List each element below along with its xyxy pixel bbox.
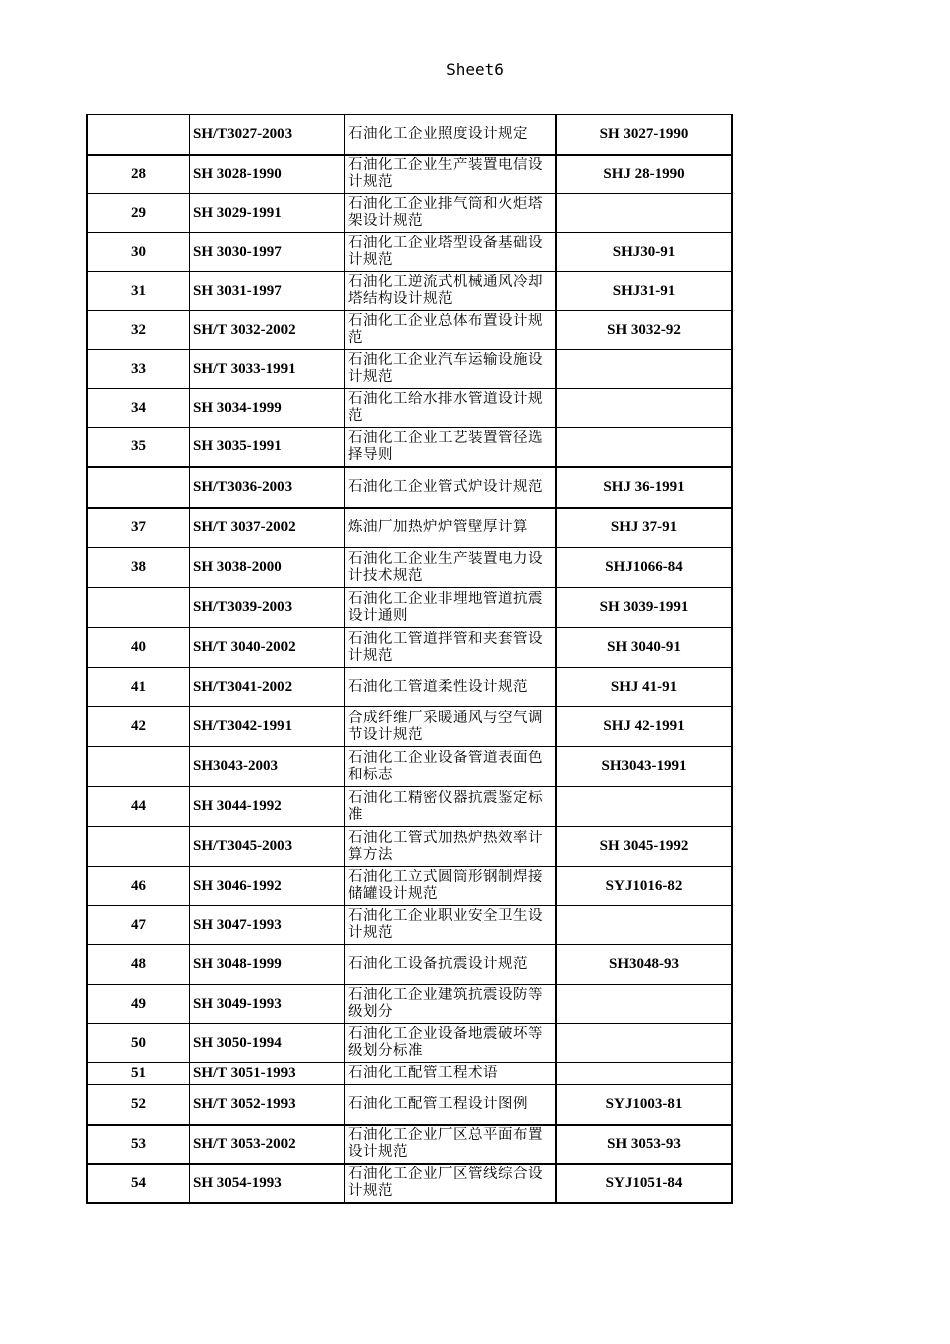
- replaced-standard-code-cell: [556, 311, 732, 350]
- standard-name: 石油化工企业汽车运输设施设计规范: [348, 352, 543, 385]
- row-number-cell: [87, 548, 190, 588]
- standard-name-cell: [345, 350, 557, 389]
- replaced-standard-code: SHJ1066-84: [605, 559, 683, 575]
- replaced-standard-code: SH 3045-1992: [599, 838, 689, 854]
- standard-code-cell: [190, 428, 345, 467]
- row-number: 44: [131, 798, 146, 814]
- replaced-standard-code-cell: [556, 747, 732, 787]
- standard-name: 石油化工企业设备管道表面色和标志: [348, 749, 543, 783]
- standard-code-cell: [190, 668, 345, 707]
- row-number: 33: [131, 360, 146, 377]
- standard-code-cell: [190, 707, 345, 747]
- standard-name: 合成纤维厂采暖通风与空气调节设计规范: [348, 709, 543, 743]
- row-number: 28: [131, 165, 146, 182]
- standard-code-cell: [190, 389, 345, 428]
- table-row: [87, 548, 732, 588]
- standard-code-cell: [190, 548, 345, 588]
- row-number: 50: [131, 1034, 146, 1051]
- replaced-standard-code: SH 3039-1991: [599, 599, 689, 615]
- table-row: [87, 311, 732, 350]
- standard-code-cell: [190, 787, 345, 827]
- replaced-standard-code-cell: [556, 945, 732, 985]
- table-row: [87, 194, 732, 233]
- standard-name-cell: [345, 1164, 557, 1203]
- standard-name: 石油化工企业排气筒和火炬塔架设计规范: [348, 196, 543, 229]
- replaced-standard-code-cell: [556, 467, 732, 508]
- standard-name-cell: [345, 787, 557, 827]
- standard-code: SH 3044-1992: [193, 798, 282, 814]
- replaced-standard-code: SH 3040-91: [607, 639, 681, 655]
- row-number: 35: [131, 438, 146, 455]
- standard-name-cell: [345, 707, 557, 747]
- standard-name-cell: [345, 1024, 557, 1063]
- replaced-standard-code-cell: [556, 1164, 732, 1203]
- table-row: [87, 787, 732, 827]
- standard-name-cell: [345, 115, 557, 155]
- row-number-cell: [87, 1024, 190, 1063]
- standard-code: SH/T 3037-2002: [193, 519, 296, 536]
- row-number: 37: [131, 519, 146, 536]
- replaced-standard-code-cell: [556, 1063, 732, 1085]
- replaced-standard-code: SHJ 41-91: [610, 678, 678, 695]
- standard-name-cell: [345, 906, 557, 945]
- standard-name: 石油化工企业工艺装置管径选择导则: [348, 429, 543, 463]
- standard-code-cell: [190, 1063, 345, 1085]
- table-row: [87, 115, 732, 155]
- standard-name: 石油化工企业设备地震破坏等级划分标准: [348, 1026, 543, 1059]
- row-number-cell: [87, 194, 190, 233]
- row-number-cell: [87, 668, 190, 707]
- standard-name-cell: [345, 1125, 557, 1164]
- standard-code: SH/T 3052-1993: [193, 1095, 296, 1112]
- standard-code: SH/T3036-2003: [193, 478, 293, 495]
- table-row: [87, 985, 732, 1024]
- standard-name-cell: [345, 428, 557, 467]
- row-number-cell: [87, 906, 190, 945]
- replaced-standard-code-cell: [556, 508, 732, 548]
- standard-code-cell: [190, 906, 345, 945]
- row-number: 53: [131, 1135, 146, 1152]
- replaced-standard-code-cell: [556, 428, 732, 467]
- table-row: [87, 945, 732, 985]
- replaced-standard-code-cell: [556, 1085, 732, 1125]
- row-number: 30: [131, 243, 146, 260]
- standards-table-body: [87, 115, 732, 1203]
- standard-name-cell: [345, 827, 557, 867]
- standard-code: SH/T3041-2002: [193, 678, 293, 695]
- standard-name: 石油化工企业职业安全卫生设计规范: [348, 908, 543, 941]
- standard-code-cell: [190, 155, 345, 194]
- standard-code-cell: [190, 1024, 345, 1063]
- row-number-cell: [87, 508, 190, 548]
- row-number: 32: [131, 321, 146, 338]
- standard-name: 石油化工给水排水管道设计规范: [348, 391, 543, 424]
- row-number-cell: [87, 155, 190, 194]
- replaced-standard-code-cell: [556, 867, 732, 906]
- table-row: [87, 588, 732, 628]
- standard-code-cell: [190, 1164, 345, 1203]
- row-number-cell: [87, 1085, 190, 1125]
- table-row: [87, 906, 732, 945]
- row-number: 51: [131, 1065, 146, 1081]
- standard-code: SH/T3045-2003: [193, 838, 293, 854]
- row-number-cell: [87, 115, 190, 155]
- standard-code-cell: [190, 194, 345, 233]
- table-row: [87, 628, 732, 668]
- standard-name: 石油化工配管工程设计图例: [348, 1095, 528, 1112]
- row-number: 47: [131, 916, 146, 933]
- table-row: [87, 428, 732, 467]
- standard-name: 石油化工管道柔性设计规范: [348, 678, 528, 695]
- replaced-standard-code: SH3043-1991: [601, 758, 687, 774]
- standard-name: 石油化工逆流式机械通风冷却塔结构设计规范: [348, 274, 543, 307]
- replaced-standard-code: SH 3053-93: [607, 1135, 681, 1152]
- row-number: 40: [131, 639, 146, 655]
- row-number: 52: [131, 1095, 146, 1112]
- table-row: [87, 867, 732, 906]
- row-number: 31: [131, 282, 146, 299]
- row-number: 34: [131, 399, 146, 416]
- row-number-cell: [87, 787, 190, 827]
- standard-name-cell: [345, 389, 557, 428]
- replaced-standard-code-cell: [556, 787, 732, 827]
- table-row: [87, 1024, 732, 1063]
- standard-name: 石油化工企业总体布置设计规范: [348, 313, 543, 346]
- standard-code-cell: [190, 588, 345, 628]
- standard-name-cell: [345, 467, 557, 508]
- row-number-cell: [87, 588, 190, 628]
- row-number-cell: [87, 827, 190, 867]
- sheet-title: Sheet6: [446, 60, 504, 79]
- replaced-standard-code: SHJ 42-1991: [603, 718, 685, 734]
- standard-code: SH/T 3040-2002: [193, 639, 296, 655]
- standard-code: SH/T 3033-1991: [193, 360, 296, 377]
- standards-table: [86, 114, 733, 1204]
- replaced-standard-code-cell: [556, 1125, 732, 1164]
- replaced-standard-code-cell: [556, 985, 732, 1024]
- replaced-standard-code-cell: [556, 668, 732, 707]
- standard-name: 石油化工企业建筑抗震设防等级划分: [348, 987, 543, 1020]
- row-number-cell: [87, 272, 190, 311]
- standard-code: SH 3034-1999: [193, 399, 282, 416]
- standard-code-cell: [190, 350, 345, 389]
- table-row: [87, 1063, 732, 1085]
- standard-code: SH 3035-1991: [193, 438, 282, 455]
- standard-code: SH 3049-1993: [193, 995, 282, 1012]
- standard-name-cell: [345, 548, 557, 588]
- standard-name: 石油化工管道拌管和夹套管设计规范: [348, 630, 543, 664]
- replaced-standard-code-cell: [556, 194, 732, 233]
- standard-code: SH 3029-1991: [193, 204, 282, 221]
- replaced-standard-code: SHJ31-91: [612, 282, 676, 299]
- table-row: [87, 1085, 732, 1125]
- row-number-cell: [87, 428, 190, 467]
- standard-name: 石油化工管式加热炉热效率计算方法: [348, 829, 543, 863]
- table-row: [87, 747, 732, 787]
- standard-code-cell: [190, 467, 345, 508]
- standard-code-cell: [190, 1125, 345, 1164]
- replaced-standard-code-cell: [556, 707, 732, 747]
- replaced-standard-code: SYJ1016-82: [605, 877, 683, 894]
- standard-name-cell: [345, 1063, 557, 1085]
- standard-name-cell: [345, 508, 557, 548]
- standard-code: SH 3038-2000: [193, 559, 282, 575]
- row-number-cell: [87, 233, 190, 272]
- replaced-standard-code-cell: [556, 389, 732, 428]
- standard-code: SH 3028-1990: [193, 165, 282, 182]
- standard-code-cell: [190, 311, 345, 350]
- standard-code-cell: [190, 747, 345, 787]
- replaced-standard-code-cell: [556, 906, 732, 945]
- replaced-standard-code-cell: [556, 827, 732, 867]
- standard-name-cell: [345, 311, 557, 350]
- replaced-standard-code-cell: [556, 233, 732, 272]
- standard-code: SH 3048-1999: [193, 956, 282, 972]
- table-row: [87, 707, 732, 747]
- table-row: [87, 827, 732, 867]
- replaced-standard-code-cell: [556, 548, 732, 588]
- standard-name-cell: [345, 867, 557, 906]
- standard-code-cell: [190, 867, 345, 906]
- standard-code: SH/T3042-1991: [193, 718, 293, 734]
- standard-code: SH 3054-1993: [193, 1174, 282, 1191]
- row-number: 38: [131, 559, 146, 575]
- replaced-standard-code: SHJ 37-91: [610, 519, 678, 536]
- row-number-cell: [87, 467, 190, 508]
- standard-code-cell: [190, 115, 345, 155]
- standard-name: 石油化工企业塔型设备基础设计规范: [348, 235, 543, 268]
- replaced-standard-code: SYJ1051-84: [605, 1174, 683, 1191]
- row-number-cell: [87, 389, 190, 428]
- standard-code-cell: [190, 508, 345, 548]
- standard-code: SH 3030-1997: [193, 243, 282, 260]
- standard-name: 石油化工企业厂区总平面布置设计规范: [348, 1127, 543, 1160]
- row-number-cell: [87, 945, 190, 985]
- replaced-standard-code-cell: [556, 155, 732, 194]
- row-number: 41: [131, 678, 146, 695]
- standard-code: SH/T 3032-2002: [193, 321, 296, 338]
- table-row: [87, 467, 732, 508]
- replaced-standard-code-cell: [556, 1024, 732, 1063]
- row-number-cell: [87, 747, 190, 787]
- row-number-cell: [87, 1125, 190, 1164]
- standard-code: SH 3050-1994: [193, 1034, 282, 1051]
- table-row: [87, 272, 732, 311]
- table-row: [87, 389, 732, 428]
- standard-name-cell: [345, 985, 557, 1024]
- standard-name: 石油化工企业管式炉设计规范: [348, 478, 543, 495]
- replaced-standard-code: SH 3032-92: [607, 321, 681, 338]
- row-number-cell: [87, 707, 190, 747]
- standard-code-cell: [190, 945, 345, 985]
- replaced-standard-code-cell: [556, 588, 732, 628]
- standard-code: SH/T3027-2003: [193, 125, 293, 142]
- row-number: 29: [131, 204, 146, 221]
- replaced-standard-code-cell: [556, 628, 732, 668]
- row-number: 49: [131, 995, 146, 1012]
- standard-code-cell: [190, 985, 345, 1024]
- replaced-standard-code-cell: [556, 272, 732, 311]
- standard-name: 炼油厂加热炉炉管壁厚计算: [348, 519, 528, 536]
- row-number: 46: [131, 877, 146, 894]
- table-row: [87, 155, 732, 194]
- standard-name: 石油化工配管工程术语: [348, 1065, 498, 1081]
- replaced-standard-code: SYJ1003-81: [605, 1095, 683, 1112]
- table-row: [87, 350, 732, 389]
- row-number: 48: [131, 956, 146, 972]
- table-row: [87, 1164, 732, 1203]
- standard-name-cell: [345, 155, 557, 194]
- row-number-cell: [87, 311, 190, 350]
- standard-name: 石油化工企业非埋地管道抗震设计通则: [348, 590, 543, 624]
- replaced-standard-code: SHJ 36-1991: [603, 478, 685, 495]
- standard-code-cell: [190, 233, 345, 272]
- row-number-cell: [87, 867, 190, 906]
- standard-name: 石油化工企业厂区管线综合设计规范: [348, 1166, 543, 1199]
- replaced-standard-code: SH3048-93: [608, 956, 679, 972]
- standard-name: 石油化工企业生产装置电信设计规范: [348, 157, 543, 191]
- standard-code: SH 3031-1997: [193, 282, 282, 299]
- standard-name-cell: [345, 194, 557, 233]
- row-number-cell: [87, 1063, 190, 1085]
- table-row: [87, 668, 732, 707]
- standard-code: SH 3046-1992: [193, 877, 282, 894]
- standard-code: SH/T 3051-1993: [193, 1065, 296, 1081]
- standard-name: 石油化工企业生产装置电力设计技术规范: [348, 550, 543, 584]
- standard-code-cell: [190, 272, 345, 311]
- standard-name: 石油化工设备抗震设计规范: [348, 956, 528, 972]
- standard-name-cell: [345, 628, 557, 668]
- standard-code-cell: [190, 1085, 345, 1125]
- replaced-standard-code: SHJ 28-1990: [603, 165, 685, 182]
- row-number-cell: [87, 1164, 190, 1203]
- standard-name-cell: [345, 668, 557, 707]
- standard-code-cell: [190, 827, 345, 867]
- standard-code: SH 3047-1993: [193, 916, 282, 933]
- standard-code: SH/T 3053-2002: [193, 1135, 296, 1152]
- table-row: [87, 1125, 732, 1164]
- standard-code: SH/T3039-2003: [193, 599, 293, 615]
- standard-name-cell: [345, 272, 557, 311]
- standard-name: 石油化工立式圆筒形钢制焊接储罐设计规范: [348, 869, 543, 902]
- table-row: [87, 508, 732, 548]
- standard-name: 石油化工精密仪器抗震鉴定标准: [348, 789, 543, 823]
- row-number-cell: [87, 628, 190, 668]
- standard-name-cell: [345, 588, 557, 628]
- row-number: 42: [131, 718, 146, 734]
- replaced-standard-code: SHJ30-91: [612, 243, 676, 260]
- row-number-cell: [87, 985, 190, 1024]
- replaced-standard-code-cell: [556, 350, 732, 389]
- table-row: [87, 233, 732, 272]
- standard-name-cell: [345, 1085, 557, 1125]
- standard-name-cell: [345, 233, 557, 272]
- row-number: 54: [131, 1174, 146, 1191]
- replaced-standard-code-cell: [556, 115, 732, 155]
- standard-code-cell: [190, 628, 345, 668]
- replaced-standard-code: SH 3027-1990: [599, 125, 689, 142]
- standard-code: SH3043-2003: [193, 758, 279, 774]
- standard-name-cell: [345, 747, 557, 787]
- row-number-cell: [87, 350, 190, 389]
- standard-name-cell: [345, 945, 557, 985]
- standard-name: 石油化工企业照度设计规定: [348, 125, 528, 142]
